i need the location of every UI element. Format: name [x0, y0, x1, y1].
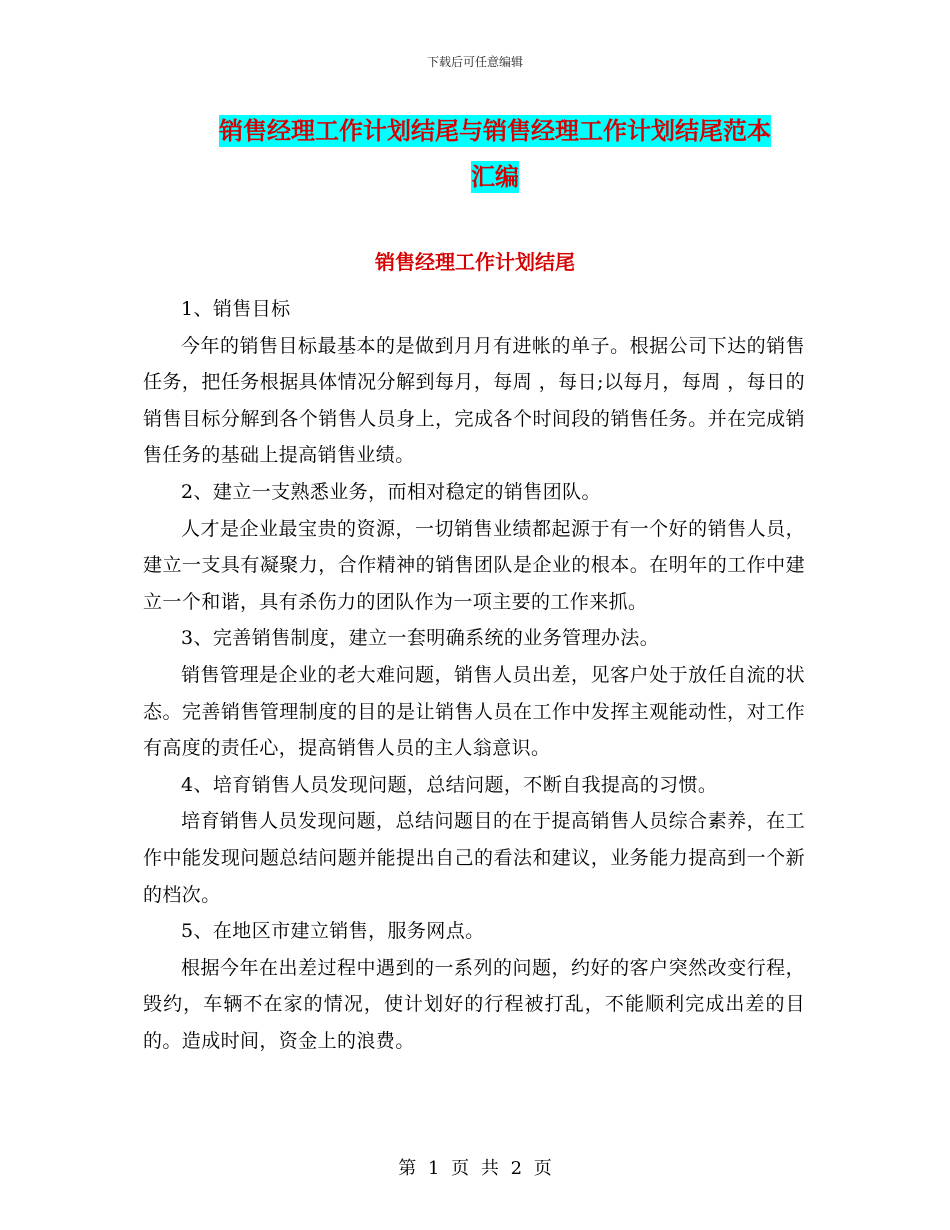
paragraph: 4、培育销售人员发现问题，总结问题，不断自我提高的习惯。 [181, 773, 718, 796]
paragraph: 今年的销售目标最基本的是做到月月有进帐的单子。根据公司下达的销售任务，把任务根据具体情况分解到每月，每周 ，每日;以每月，每周 ，每日的销售目标分解到各个销售人员身上，完成各个时间段的销售任务。并在完成销售任务的基础上提高销售业绩。 [143, 334, 805, 467]
page-footer: 第 1 页 共 2 页 [398, 1158, 552, 1179]
paragraph: 5、在地区市建立销售，服务网点。 [181, 920, 485, 943]
paragraph: 2、建立一支熟悉业务，而相对稳定的销售团队。 [181, 480, 601, 503]
paragraph: 销售管理是企业的老大难问题，销售人员出差，见客户处于放任自流的状态。完善销售管理制度的目的是让销售人员在工作中发挥主观能动性，对工作有高度的责任心，提高销售人员的主人翁意识。 [143, 663, 805, 760]
paragraph: 培育销售人员发现问题，总结问题目的在于提高销售人员综合素养，在工作中能发现问题总结问题并能提出自己的看法和建议，业务能力提高到一个新的档次。 [143, 810, 805, 906]
paragraph: 根据今年在出差过程中遇到的一系列的问题，约好的客户突然改变行程，毁约，车辆不在家的情况，使计划好的行程被打乱，不能顺利完成出差的目的。造成时间，资金上的浪费。 [143, 956, 805, 1052]
document-body [143, 291, 805, 1059]
header-note: 下载后可任意编辑 [426, 55, 523, 69]
section-title: 销售经理工作计划结尾 [375, 250, 575, 274]
document-title-line-1: 销售经理工作计划结尾与销售经理工作计划结尾范本 [219, 117, 771, 145]
paragraph: 1、销售目标 [181, 298, 291, 320]
document-title-line-2: 汇编 [471, 163, 519, 191]
document-title [180, 108, 810, 200]
paragraph: 人才是企业最宝贵的资源，一切销售业绩都起源于有一个好的销售人员，建立一支具有凝聚力，合作精神的销售团队是企业的根本。在明年的工作中建立一个和谐，具有杀伤力的团队作为一项主要的工作来抓。 [143, 517, 805, 613]
paragraph: 3、完善销售制度，建立一套明确系统的业务管理办法。 [181, 627, 660, 650]
